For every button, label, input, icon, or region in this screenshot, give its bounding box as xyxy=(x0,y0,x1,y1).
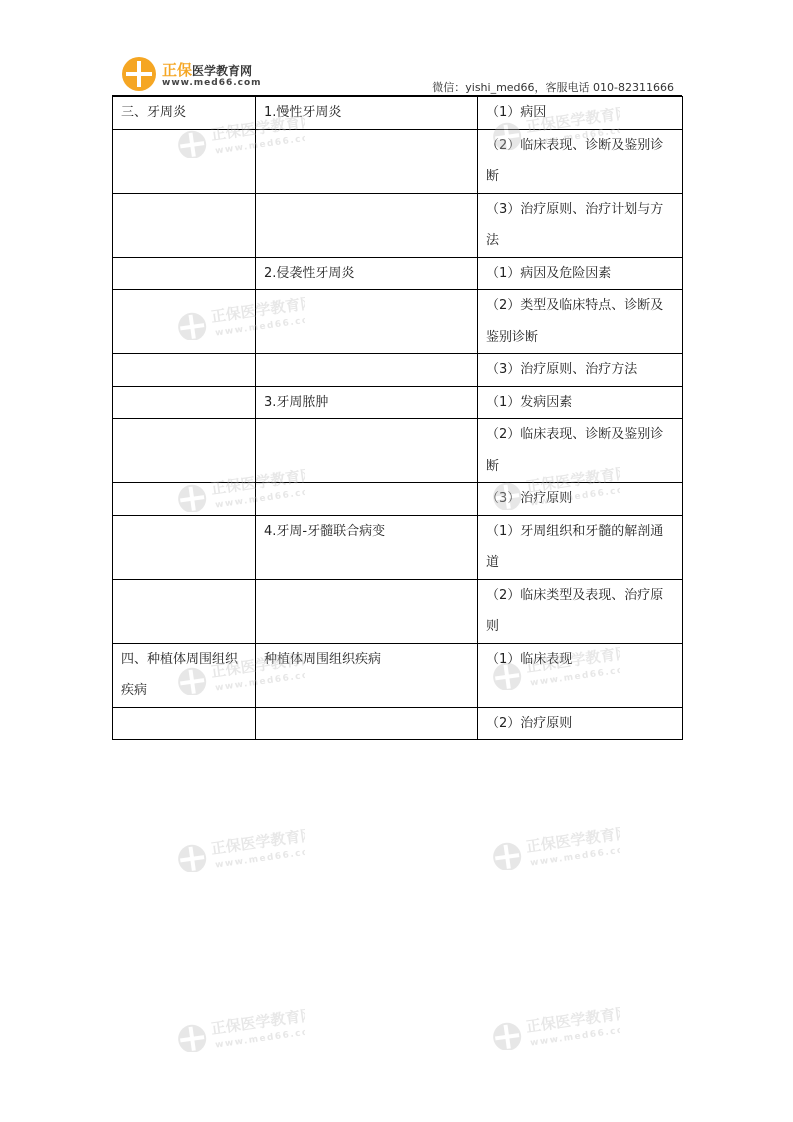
table-cell: （1）病因及危险因素 xyxy=(478,257,683,290)
svg-text:正保医学教育网: 正保医学教育网 xyxy=(209,1005,305,1038)
table-cell xyxy=(113,193,256,257)
svg-text:正保医学教育网: 正保医学教育网 xyxy=(524,823,620,856)
watermark xyxy=(175,1002,305,1052)
table-row xyxy=(113,386,683,419)
syllabus-table xyxy=(112,96,683,740)
table-row xyxy=(113,257,683,290)
table-cell: （1）发病因素 xyxy=(478,386,683,419)
table-cell: 1.慢性牙周炎 xyxy=(256,97,478,130)
logo-icon xyxy=(122,57,156,91)
table-cell xyxy=(113,419,256,483)
contact-info: 微信：yishi_med66，客服电话 010-82311666 xyxy=(432,81,674,94)
table-cell: （2）临床类型及表现、治疗原则 xyxy=(478,579,683,643)
table-cell: （2）临床表现、诊断及鉴别诊断 xyxy=(478,129,683,193)
svg-text:www.med66.com: www.med66.com xyxy=(529,483,620,509)
table-cell: 三、牙周炎 xyxy=(113,97,256,130)
logo-url: www.med66.com xyxy=(162,78,262,88)
table-row xyxy=(113,483,683,516)
svg-text:www.med66.com: www.med66.com xyxy=(529,1023,620,1049)
table-cell xyxy=(113,257,256,290)
table-cell xyxy=(256,707,478,740)
table-cell xyxy=(113,707,256,740)
table-cell xyxy=(113,354,256,387)
svg-text:www.med66.com: www.med66.com xyxy=(214,845,305,871)
table-cell: 3.牙周脓肿 xyxy=(256,386,478,419)
svg-text:www.med66.com: www.med66.com xyxy=(214,1025,305,1051)
table-row xyxy=(113,579,683,643)
logo-brand: 正保 xyxy=(162,61,193,79)
table-row xyxy=(113,290,683,354)
table-cell xyxy=(256,419,478,483)
svg-text:www.med66.com: www.med66.com xyxy=(214,313,305,339)
table-cell: （2）临床表现、诊断及鉴别诊断 xyxy=(478,419,683,483)
table-row xyxy=(113,97,683,130)
svg-text:正保医学教育网: 正保医学教育网 xyxy=(524,643,620,676)
table-row xyxy=(113,515,683,579)
table-cell: （3）治疗原则、治疗计划与方法 xyxy=(478,193,683,257)
table-cell: （2）治疗原则 xyxy=(478,707,683,740)
svg-text:www.med66.com: www.med66.com xyxy=(214,485,305,511)
table-cell xyxy=(256,354,478,387)
svg-text:正保医学教育网: 正保医学教育网 xyxy=(209,293,305,326)
svg-text:正保医学教育网: 正保医学教育网 xyxy=(524,103,620,136)
svg-text:www.med66.com: www.med66.com xyxy=(214,131,305,157)
watermark xyxy=(175,822,305,872)
table-cell: （1）病因 xyxy=(478,97,683,130)
table-cell xyxy=(256,193,478,257)
table-row xyxy=(113,707,683,740)
svg-text:正保医学教育网: 正保医学教育网 xyxy=(524,463,620,496)
logo xyxy=(122,57,292,93)
table-cell: （3）治疗原则、治疗方法 xyxy=(478,354,683,387)
watermark xyxy=(490,1000,620,1050)
table-cell: 四、种植体周围组织疾病 xyxy=(113,643,256,707)
svg-text:正保医学教育网: 正保医学教育网 xyxy=(209,111,305,144)
table-cell xyxy=(256,290,478,354)
table-cell: 4.牙周-牙髓联合病变 xyxy=(256,515,478,579)
table-row xyxy=(113,354,683,387)
table-cell: （1）临床表现 xyxy=(478,643,683,707)
table-cell: 种植体周围组织疾病 xyxy=(256,643,478,707)
svg-text:www.med66.com: www.med66.com xyxy=(529,843,620,869)
table-cell: 2.侵袭性牙周炎 xyxy=(256,257,478,290)
svg-text:www.med66.com: www.med66.com xyxy=(529,663,620,689)
logo-brand-sub: 医学教育网 xyxy=(192,64,253,78)
table-cell: （1）牙周组织和牙髓的解剖通道 xyxy=(478,515,683,579)
table-cell xyxy=(113,515,256,579)
svg-text:正保医学教育网: 正保医学教育网 xyxy=(524,1003,620,1036)
table-cell xyxy=(113,386,256,419)
table-cell xyxy=(256,579,478,643)
table-row xyxy=(113,129,683,193)
table-cell xyxy=(256,129,478,193)
table-cell xyxy=(113,290,256,354)
table-cell xyxy=(113,483,256,516)
svg-text:www.med66.com: www.med66.com xyxy=(214,668,305,694)
table-row xyxy=(113,643,683,707)
watermark xyxy=(490,820,620,870)
table-row xyxy=(113,419,683,483)
svg-text:正保医学教育网: 正保医学教育网 xyxy=(209,648,305,681)
svg-text:正保医学教育网: 正保医学教育网 xyxy=(209,825,305,858)
svg-text:正保医学教育网: 正保医学教育网 xyxy=(209,465,305,498)
table-cell xyxy=(113,129,256,193)
table-row xyxy=(113,193,683,257)
table-cell xyxy=(256,483,478,516)
svg-text:www.med66.com: www.med66.com xyxy=(529,123,620,149)
table-cell: （2）类型及临床特点、诊断及鉴别诊断 xyxy=(478,290,683,354)
table-cell: （3）治疗原则 xyxy=(478,483,683,516)
table-cell xyxy=(113,579,256,643)
